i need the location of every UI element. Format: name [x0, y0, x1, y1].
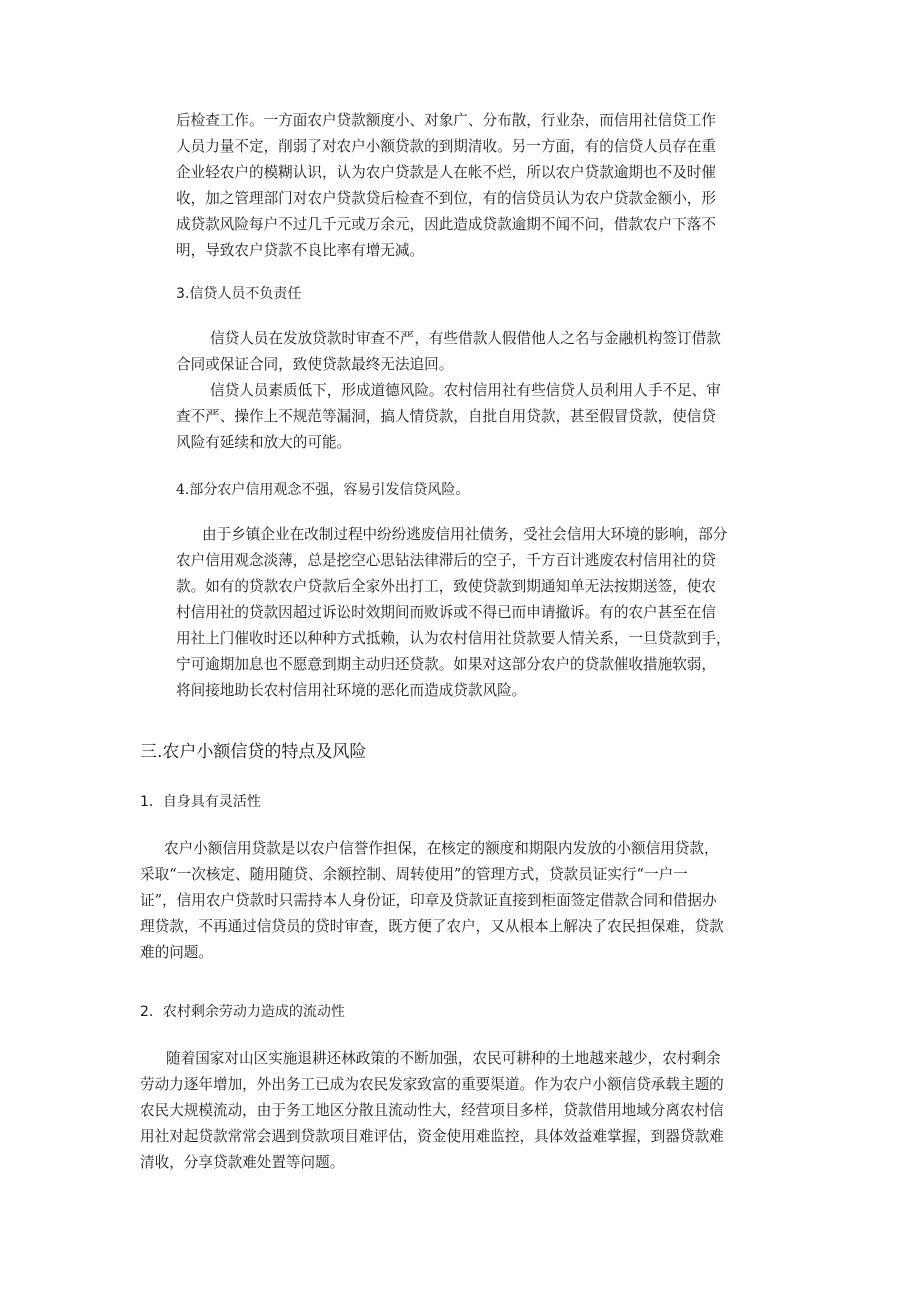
text-line: 信贷人员在发放贷款时审查不严，有些借款人假借他人之名与金融机构签订借款: [210, 330, 721, 347]
text-line: 风险有延续和放大的可能。: [176, 434, 352, 451]
paragraph-s1: [140, 836, 724, 966]
text-line: 证”，信用农户贷款时只需持本人身份证，印章及贷款证直接到柜面签定借款合同和借据办: [140, 892, 717, 909]
text-line: 劳动力逐年增加，外出务工已成为农民发家致富的重要渠道。作为农户小额信贷承载主题的: [140, 1076, 724, 1093]
text-line: 合同或保证合同，致使贷款最终无法追回。: [176, 356, 454, 373]
text-line: 后检查工作。一方面农户贷款额度小、对象广、分布散，行业杂，而信用社信贷工作: [176, 112, 716, 129]
text-line: 用社对起贷款常常会遇到贷款项目难评估，资金使用难监控，具体效益难掌握，到器贷款难: [140, 1128, 724, 1145]
text-line: 难的问题。: [140, 944, 213, 961]
text-line: 信贷人员素质低下，形成道德风险。农村信用社有些信贷人员利用人手不足、审: [210, 382, 721, 399]
subheading-1: 1．自身具有灵活性: [140, 794, 261, 810]
paragraph-intro: [176, 108, 716, 264]
text-line: 人员力量不定，削弱了对农户小额贷款的到期清收。另一方面，有的信贷人员存在重: [176, 138, 716, 155]
text-line: 采取“一次核定、随用随贷、余额控制、周转使用”的管理方式，贷款员证实行“一户一: [140, 866, 688, 883]
paragraph-3b: [176, 378, 721, 456]
text-line: 理贷款，不再通过信贷员的贷时审查，既方便了农户，又从根本上解决了农民担保难，贷款: [140, 918, 724, 935]
text-line: 收，加之管理部门对农户贷款贷后检查不到位，有的信贷员认为农户贷款金额小，形: [176, 190, 716, 207]
text-line: 农民大规模流动，由于务工地区分散且流动性大，经营项目多样，贷款借用地域分离农村信: [140, 1102, 724, 1119]
text-line: 农户小额信用贷款是以农户信誉作担保，在核定的额度和期限内发放的小额信用贷款，: [164, 840, 719, 857]
text-line: 农户信用观念淡薄，总是挖空心思钻法律滞后的空子，千方百计逃废农村信用社的贷: [176, 552, 716, 569]
text-line: 宁可逾期加息也不愿意到期主动归还贷款。如果对这部分农户的贷款催收措施软弱，: [176, 656, 716, 673]
text-line: 清收，分享贷款难处置等问题。: [140, 1154, 345, 1171]
subheading-2: 2．农村剩余劳动力造成的流动性: [140, 1004, 345, 1020]
text-line: 查不严、操作上不规范等漏洞，搞人情贷款，自批自用贷款，甚至假冒贷款，使信贷: [176, 408, 716, 425]
section-title: 三.农户小额信贷的特点及风险: [140, 742, 367, 762]
paragraph-s2: [140, 1046, 724, 1176]
text-line: 随着国家对山区实施退耕还林政策的不断加强，农民可耕种的土地越来越少，农村剩余: [166, 1050, 721, 1067]
text-line: 成贷款风险每户不过几千元或万余元，因此造成贷款逾期不闻不问，借款农户下落不: [176, 216, 716, 233]
text-line: 明，导致农户贷款不良比率有增无减。: [176, 242, 425, 259]
text-line: 将间接地助长农村信用社环境的恶化而造成贷款风险。: [176, 682, 527, 699]
text-line: 村信用社的贷款因超过诉讼时效期间而败诉或不得已而申请撤诉。有的农户甚至在信: [176, 604, 716, 621]
text-line: 企业轻农户的模糊认识，认为农户贷款是人在帐不烂，所以农户贷款逾期也不及时催: [176, 164, 716, 181]
heading-4: 4.部分农户信用观念不强，容易引发信贷风险。: [176, 482, 470, 498]
text-line: 款。如有的贷款农户贷款后全家外出打工，致使贷款到期通知单无法按期送签，使农: [176, 578, 716, 595]
paragraph-3a: [176, 326, 721, 378]
text-line: 由于乡镇企业在改制过程中纷纷逃废信用社债务，受社会信用大环境的影响，部分: [202, 526, 728, 543]
text-line: 用社上门催收时还以种种方式抵赖，认为农村信用社贷款要人情关系，一旦贷款到手，: [176, 630, 731, 647]
paragraph-4: [176, 522, 731, 704]
heading-3: 3.信贷人员不负责任: [176, 286, 302, 302]
